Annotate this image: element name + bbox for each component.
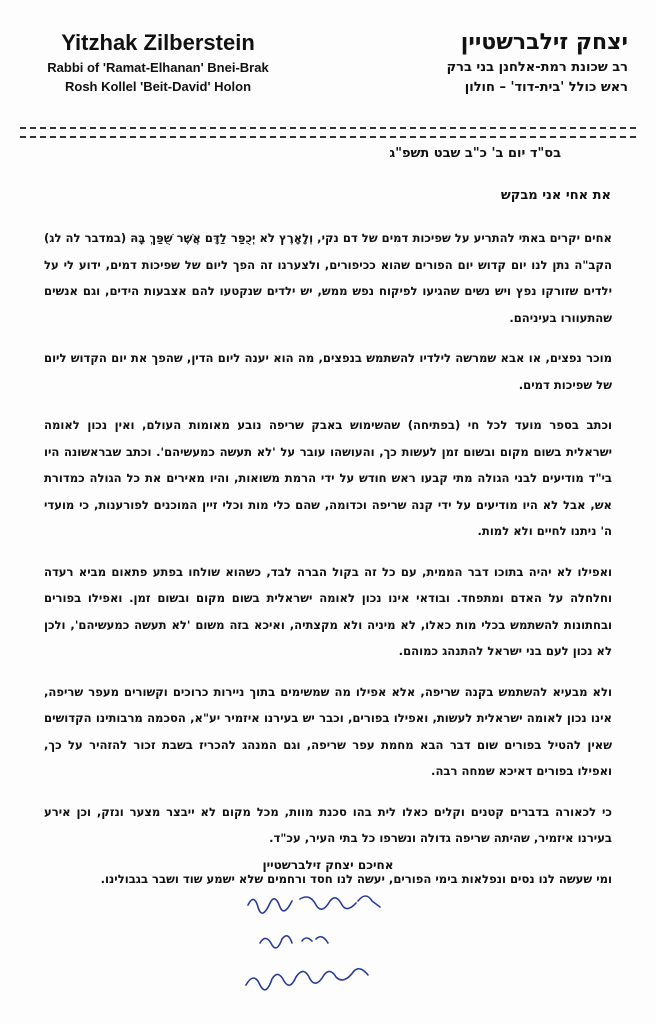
body-paragraph: ולא מבעיא להשתמש בקנה שריפה, אלא אפילו מה שמשימים בתוך ניירות כרוכים וקשורים מעפר שריפה, אינו נכון לאומה ישראלית לעשות, ואפילו בפורים, וכבר יש בעירנו איזמיר יע"א, הסכמה מרבותינו הקדושים שאין להטיל בפורים שום דבר הבא מחמת עפר שריפה, וגם המנהג להכריז בשבת זכור להזהיר על כך, ואפילו בפורים דאיכא שמחה רבה. [44, 684, 612, 778]
letter-subject: את אחי אני מבקש [500, 188, 611, 203]
letterhead-he-line1: רב שכונת רמת-אלחנן בני ברק [446, 60, 628, 75]
body-paragraph: מוכר נפצים, או אבא שמרשה לילדיו להשתמש בנפצים, מה הוא יענה ליום הדין, שהפך את יום הקדוש ליום של שפיכות דמים. [44, 351, 612, 392]
letter-date: בס"ד יום ב' כ"ב שבט תשפ"ג [389, 146, 561, 161]
letterhead-hebrew [378, 30, 628, 95]
letterhead-he-line2: ראש כולל 'בית-דוד' – חולון [464, 80, 628, 95]
letterhead-en-line2: Rosh Kollel 'Beit-David' Holon [64, 79, 252, 94]
handwritten-signature [230, 885, 430, 1015]
body-paragraph: וכתב בספר מועד לכל חי (בפתיחה) שהשימוש באבק שריפה נובע מאומות העולם, ואין נכון לאומה ישראלית בשום מקום ובשום זמן לעשות כך, והעושהו עובר על 'לא תעשה כמעשיהם'. וכתב שבראשונה היו בי"ד מודיעים לבני הגולה מתי קבעו ראש חודש על ידי הרמת משואות, והיו מאירים את כל הגולה כמדורת אש, אבל לא היו מודיעים על ידי קנה שריפה וכדומה, שהם כלי מות וכלי זיין המוכנים לפורענות, כי מועדי ה' ניתנו לחיים ולא למות. [44, 418, 612, 538]
body-paragraph: כי לכאורה בדברים קטנים וקלים כאלו לית בהו סכנת מוות, מכל מקום לא ייבצר מצער ונזק, וכן אירע בעירנו איזמיר, שהיתה שריפה גדולה ונשרפו כל בתי העיר, עכ"ד. [44, 804, 612, 845]
letterhead-english [28, 30, 288, 94]
letter-body [44, 225, 612, 906]
letterhead-divider [20, 127, 636, 138]
letterhead-he-name: יצחק זילברשטיין [460, 30, 628, 55]
closing-line: אחיכם יצחק זילברשטיין [262, 858, 394, 872]
letterhead-en-line1: Rabbi of 'Ramat-Elhanan' Bnei-Brak [47, 60, 269, 75]
body-paragraph: ואפילו לא יהיה בתוכו דבר הממית, עם כל זה בקול הברה לבד, כשהוא שולחו בפתע פתאום מביא רעדה וחלחלה על האדם ומתפחד. ובודאי אינו נכון לאומה ישראלית בשום מקום ובשום זמן. ואפילו בפורים ובחתונות להשתמש בכלי מות כאלו, לא מיניה ולא מקצתיה, ואיכא בזה משום 'לא תעשה כמעשיהם', ולכן לא נכון לעם בני ישראל להתנהג כמוהם. [44, 564, 612, 658]
letterhead-en-name: Yitzhak Zilberstein [61, 30, 255, 55]
body-paragraph: ומי שעשה לנו נסים ונפלאות בימי הפורים, יעשה לנו חסד ורחמים שלא ישמע שוד ושבר בגבולינו. [100, 871, 612, 886]
body-paragraph: אחים יקרים באתי להתריע על שפיכות דמים של דם נקי, וְלָאָרֶץ לֹא יְכֻפַּר לַדָּם אֲשֶׁר שֻׁפַּךְ בָּהּ (במדבר לה לג) הקב"ה נתן לנו יום קדוש יום הפורים שהוא ככיפורים, ולצערנו זה הפך ליום של שפיכות דמים, ידוע לי על ילדים שזורקו נפץ ויש נשים שהגיעו לפיקוח נפש ממש, יש ילדים שנקטעו להם אצבעות הידים, וגם אנשים שהתעוורו בעיניהם. [44, 231, 612, 325]
